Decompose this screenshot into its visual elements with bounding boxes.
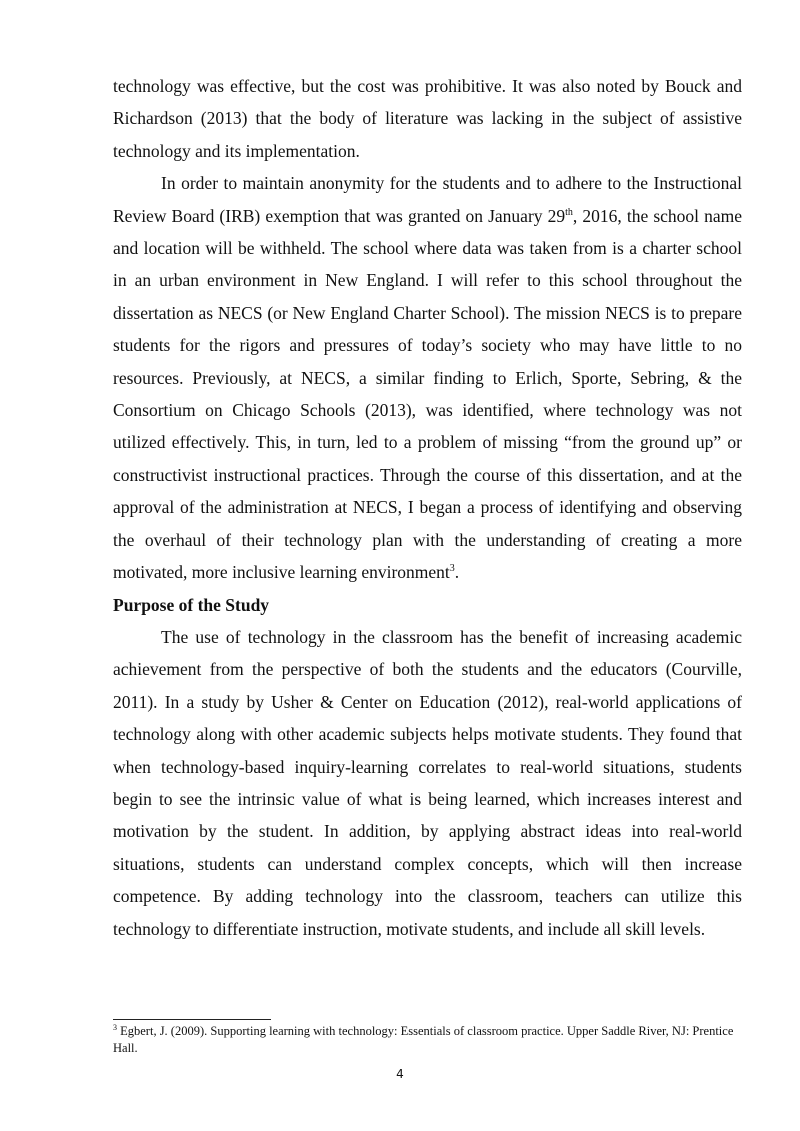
page-body: [113, 70, 742, 945]
footnote-reference[interactable]: 3: [449, 563, 455, 575]
paragraph-2-text-b: , 2016, the school name and location will be withheld. The school where data was taken from is a charter school in an urban environment in New England. I will refer to this school throughout the dissertation as NECS (or New England Charter School). The mission NECS is to prepare students for the rigors and pressures of today’s society who may have little to no resources. Previously, at NECS, a similar finding to Erlich, Sporte, Sebring, & the Consortium on Chicago Schools (2013), was identified, where technology was not utilized effectively. This, in turn, led to a problem of missing “from the ground up” or constructivist instructional practices. Through the course of this dissertation, and at the approval of the administration at NECS, I began a process of identifying and observing the overhaul of their technology plan with the understanding of creating a more motivated, more inclusive learning environment: [113, 205, 742, 583]
page-number: 4: [396, 1067, 404, 1081]
paragraph-2-text-a: In order to maintain anonymity for the students and to adhere to the Instructional Review Board (IRB) exemption that was granted on January 29: [113, 173, 742, 226]
footnote-divider: [113, 1019, 271, 1020]
footnote: [113, 1023, 742, 1057]
footnote-number: 3: [113, 1022, 117, 1032]
paragraph-2-end: .: [454, 562, 460, 583]
paragraph-2: [113, 167, 742, 588]
paragraph-3: The use of technology in the classroom has the benefit of increasing academic achievement from the perspective of both the students and the educators (Courville, 2011). In a study by Usher & Center on Education (2012), real-world applications of technology along with other academic subjects helps motivate students. They found that when technology-based inquiry-learning correlates to real-world situations, students begin to see the intrinsic value of what is being learned, which increases interest and motivation by the student. In addition, by applying abstract ideas into real-world situations, students can understand complex concepts, which will then increase competence. By adding technology into the classroom, teachers can utilize this technology to differentiate instruction, motivate students, and include all skill levels.: [113, 626, 742, 939]
paragraph-1: technology was effective, but the cost was prohibitive. It was also noted by Bouck and Richardson (2013) that the body of literature was lacking in the subject of assistive technology and its implementation.: [113, 76, 742, 161]
section-heading: Purpose of the Study: [113, 594, 270, 615]
ordinal-superscript: th: [565, 206, 573, 218]
footnote-text: Egbert, J. (2009). Supporting learning with technology: Essentials of classroom practice. Upper Saddle River, NJ: Prentice Hall.: [113, 1024, 734, 1055]
